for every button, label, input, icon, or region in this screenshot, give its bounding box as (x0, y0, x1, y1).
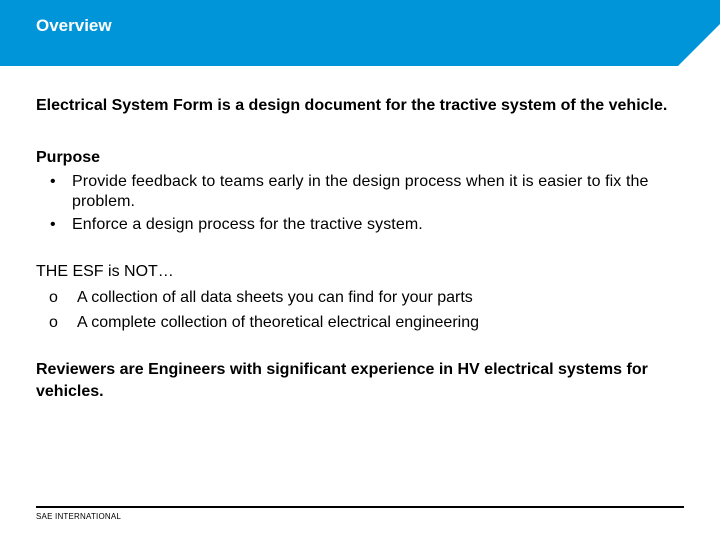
not-section (36, 261, 686, 333)
not-list-item (36, 288, 686, 308)
bullet-dot-icon: • (50, 173, 56, 190)
purpose-heading: Purpose (36, 149, 101, 166)
footer-label: SAE INTERNATIONAL (36, 512, 122, 521)
purpose-item-text: Provide feedback to teams early in the design process when it is easier to fix the problem. (72, 173, 649, 210)
reviewers-paragraph: Reviewers are Engineers with significant experience in HV electrical systems for vehicles. (36, 361, 648, 400)
intro-paragraph: Electrical System Form is a design document for the tractive system of the vehicle. (36, 97, 668, 114)
not-heading: THE ESF is NOT… (36, 263, 174, 280)
not-list-item (36, 313, 686, 333)
purpose-list-item (36, 172, 686, 212)
slide-title: Overview (36, 16, 112, 35)
purpose-section (36, 147, 686, 235)
circle-bullet-icon: o (49, 289, 58, 306)
header-band (0, 0, 720, 66)
purpose-list-item (36, 215, 686, 235)
not-list (36, 288, 686, 333)
not-item-text: A collection of all data sheets you can find for your parts (77, 289, 473, 306)
purpose-item-text: Enforce a design process for the tractive system. (72, 216, 423, 233)
slide-body (36, 95, 686, 403)
not-item-text: A complete collection of theoretical electrical engineering (77, 314, 480, 331)
circle-bullet-icon: o (49, 314, 58, 331)
purpose-list (36, 172, 686, 235)
footer-divider (36, 506, 684, 508)
bullet-dot-icon: • (50, 216, 56, 233)
